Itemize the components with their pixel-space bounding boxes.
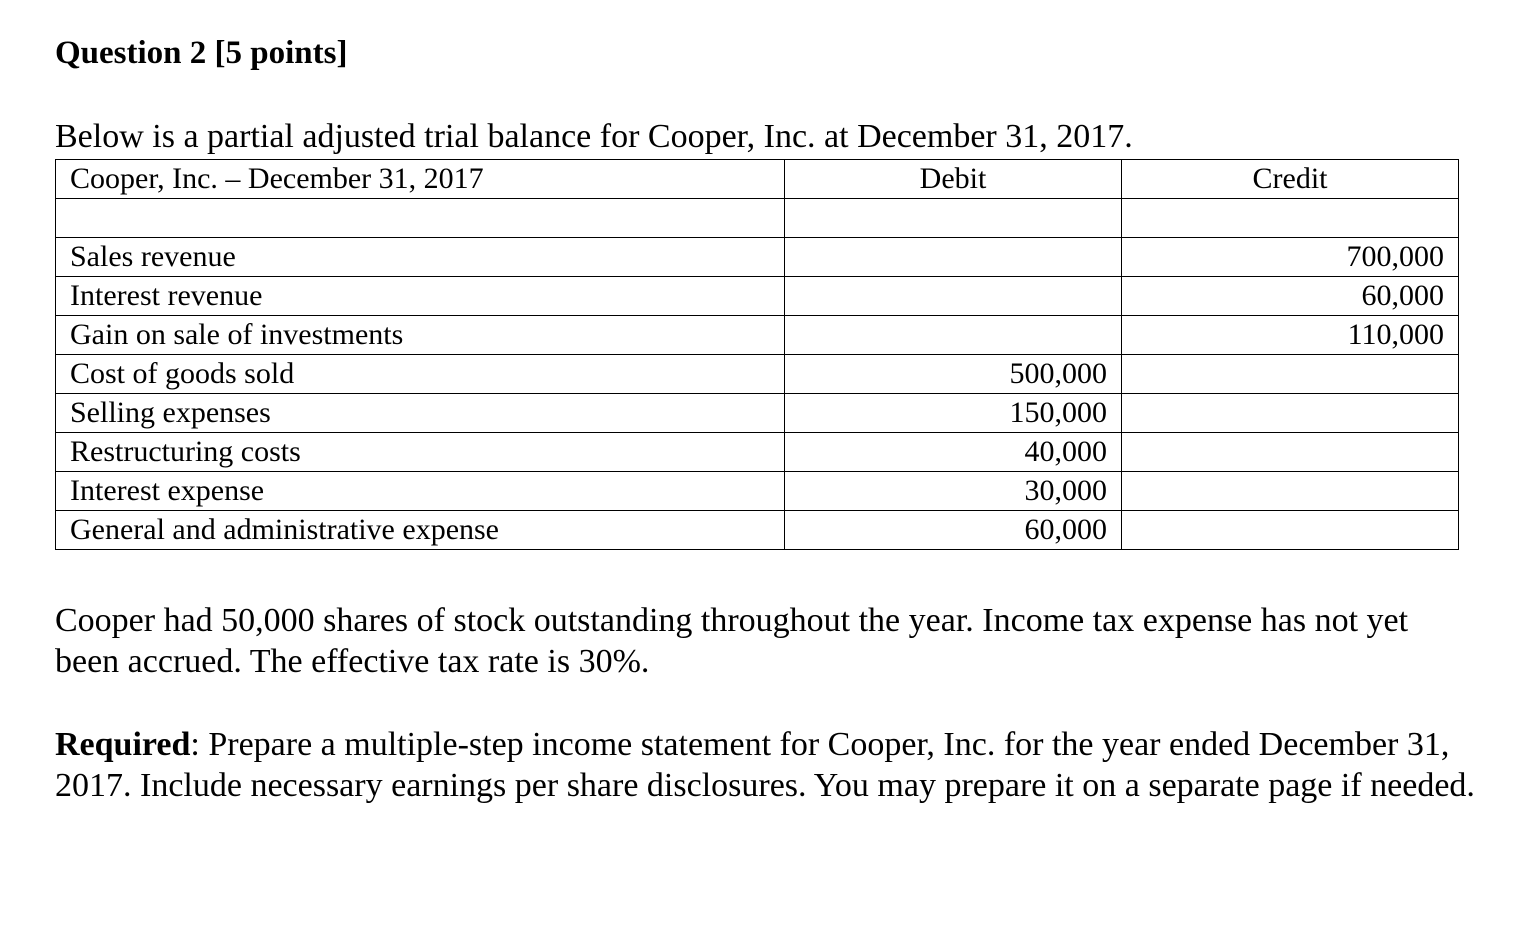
debit-cell: 150,000 xyxy=(785,394,1122,433)
debit-cell: 40,000 xyxy=(785,433,1122,472)
table-row xyxy=(56,316,1459,355)
required-paragraph xyxy=(55,724,1475,806)
account-cell xyxy=(56,199,785,238)
account-cell: Selling expenses xyxy=(56,394,785,433)
credit-cell xyxy=(1122,472,1459,511)
debit-cell: 60,000 xyxy=(785,511,1122,550)
table-header-row xyxy=(56,160,1459,199)
credit-cell xyxy=(1122,511,1459,550)
table-row xyxy=(56,511,1459,550)
credit-cell xyxy=(1122,199,1459,238)
table-row xyxy=(56,355,1459,394)
credit-cell xyxy=(1122,394,1459,433)
header-debit: Debit xyxy=(785,160,1122,199)
table-row xyxy=(56,199,1459,238)
debit-cell xyxy=(785,238,1122,277)
table-row xyxy=(56,277,1459,316)
trial-balance-table xyxy=(55,159,1459,550)
credit-cell: 110,000 xyxy=(1122,316,1459,355)
credit-cell: 700,000 xyxy=(1122,238,1459,277)
account-cell: Interest revenue xyxy=(56,277,785,316)
credit-cell: 60,000 xyxy=(1122,277,1459,316)
credit-cell xyxy=(1122,433,1459,472)
debit-cell xyxy=(785,316,1122,355)
shares-note-paragraph: Cooper had 50,000 shares of stock outstanding throughout the year. Income tax expense has not yet been accrued. The effective tax rate is 30%. xyxy=(55,602,1409,680)
debit-cell xyxy=(785,277,1122,316)
debit-cell: 500,000 xyxy=(785,355,1122,394)
debit-cell: 30,000 xyxy=(785,472,1122,511)
header-title: Cooper, Inc. – December 31, 2017 xyxy=(56,160,785,199)
table-row xyxy=(56,394,1459,433)
account-cell: Restructuring costs xyxy=(56,433,785,472)
table-row xyxy=(56,433,1459,472)
header-credit: Credit xyxy=(1122,160,1459,199)
account-cell: Gain on sale of investments xyxy=(56,316,785,355)
question-heading: Question 2 [5 points] xyxy=(55,35,348,71)
credit-cell xyxy=(1122,355,1459,394)
account-cell: General and administrative expense xyxy=(56,511,785,550)
debit-cell xyxy=(785,199,1122,238)
intro-text: Below is a partial adjusted trial balance for Cooper, Inc. at December 31, 2017. xyxy=(55,118,1133,155)
table-row xyxy=(56,238,1459,277)
table-row xyxy=(56,472,1459,511)
account-cell: Cost of goods sold xyxy=(56,355,785,394)
required-label: Required xyxy=(55,726,191,763)
account-cell: Interest expense xyxy=(56,472,785,511)
required-text: : Prepare a multiple-step income statement for Cooper, Inc. for the year ended December 31, 2017. Include necessary earnings per share disclosures. You may prepare it on a separate page if needed. xyxy=(55,726,1475,804)
account-cell: Sales revenue xyxy=(56,238,785,277)
